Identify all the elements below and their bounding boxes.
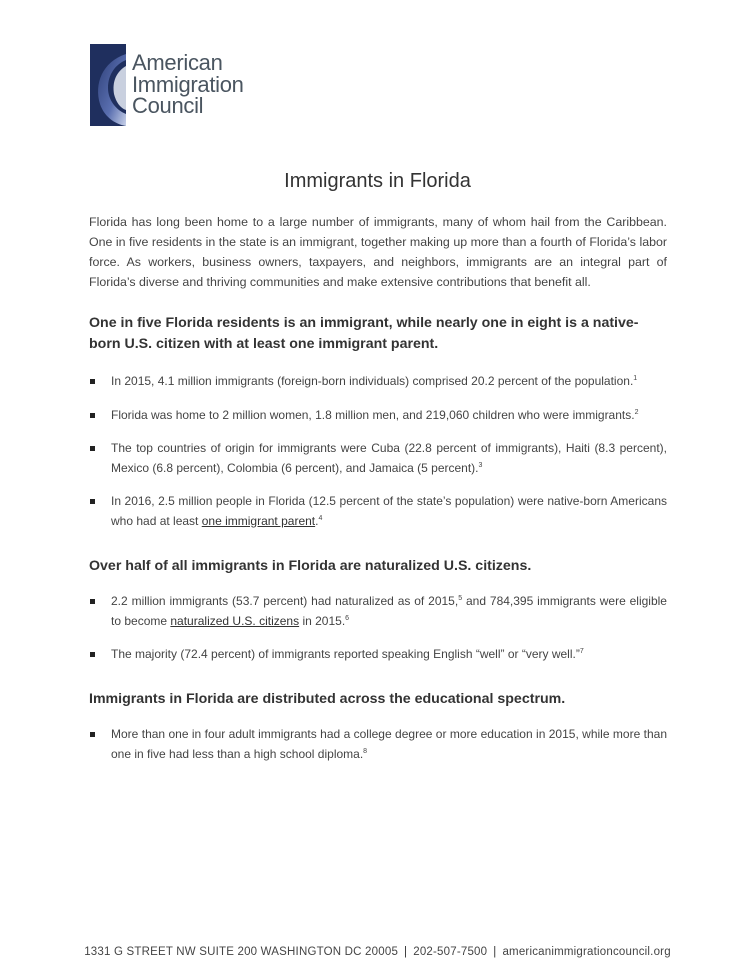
bullet-list <box>89 372 667 531</box>
list-item-text: The majority (72.4 percent) of immigrants reported speaking English “well” or “very well.” <box>111 647 580 661</box>
footnote-marker: 4 <box>318 514 323 522</box>
section-heading: One in five Florida residents is an immigrant, while nearly one in eight is a native-born U.S. citizen with at least one immigrant parent. <box>89 315 639 352</box>
footer-separator: | <box>493 946 497 958</box>
list-item-text: and 784,395 immigrants were eligible to become <box>111 594 667 628</box>
list-item <box>89 439 667 478</box>
list-item <box>89 372 667 392</box>
section-heading: Over half of all immigrants in Florida are naturalized U.S. citizens. <box>89 558 532 574</box>
list-item-text: In 2015, 4.1 million immigrants (foreign-born individuals) comprised 20.2 percent of the population. <box>111 374 634 388</box>
bullet-icon <box>90 499 95 504</box>
logo-mark-icon <box>90 44 126 126</box>
list-item <box>89 592 667 631</box>
logo-wordmark <box>132 52 244 117</box>
footnote-marker: 1 <box>633 375 638 382</box>
footnote-marker: 6 <box>345 614 350 622</box>
list-item <box>89 492 667 531</box>
footer-website: americanimmigrationcouncil.org <box>502 946 671 958</box>
footnote-marker: 7 <box>579 648 584 655</box>
footnote-marker: 3 <box>478 461 483 469</box>
list-item-text: . <box>315 513 319 528</box>
section-population <box>89 313 667 531</box>
bullet-icon <box>90 379 95 384</box>
list-item <box>89 645 667 665</box>
footnote-marker: 2 <box>634 408 639 416</box>
footer-phone: 202-507-7500 <box>413 946 488 958</box>
bullet-list <box>89 592 667 665</box>
bullet-list <box>89 725 667 764</box>
intro-paragraph: Florida has long been home to a large number of immigrants, many of whom hail from the Caribbean. One in five residents in the state is an immigrant, together making up more than a fourth of Florida’s labor force. As workers, business owners, taxpayers, and neighbors, immigrants are an integral part of Florida’s diverse and thriving communities and make extensive contributions that benefit all. <box>89 215 667 289</box>
footnote-marker: 5 <box>458 595 463 602</box>
list-item-text: 2.2 million immigrants (53.7 percent) had naturalized as of 2015, <box>111 594 459 608</box>
section-heading: Immigrants in Florida are distributed across the educational spectrum. <box>89 691 566 707</box>
list-item <box>89 406 667 426</box>
logo-line: Immigration <box>132 71 244 97</box>
list-item-text: The top countries of origin for immigrants were Cuba (22.8 percent of immigrants), Haiti (8.3 percent), Mexico (6.8 percent), Colombia (6 percent), and Jamaica (5 percent). <box>111 441 667 475</box>
bullet-icon <box>90 732 95 737</box>
section-naturalization <box>89 556 667 665</box>
bullet-icon <box>90 599 95 604</box>
page-footer <box>0 946 755 958</box>
footer-address: 1331 G STREET NW SUITE 200 WASHINGTON DC 20005 <box>84 946 399 958</box>
bullet-icon <box>90 652 95 657</box>
logo-line: American <box>132 50 223 75</box>
organization-logo <box>90 44 260 126</box>
list-item-text: in 2015. <box>299 613 346 628</box>
logo-line: Council <box>132 93 204 118</box>
section-education <box>89 689 667 764</box>
bullet-icon <box>90 413 95 418</box>
footnote-marker: 8 <box>363 747 368 755</box>
naturalized-citizens-link[interactable]: naturalized U.S. citizens <box>170 613 300 628</box>
immigrant-parent-link[interactable]: one immigrant parent <box>201 513 316 528</box>
list-item-text: In 2016, 2.5 million people in Florida (12.5 percent of the state’s population) were native-born Americans who had at least <box>111 494 667 528</box>
list-item <box>89 725 667 764</box>
page-title: Immigrants in Florida <box>284 170 471 192</box>
footer-separator: | <box>404 946 408 958</box>
bullet-icon <box>90 446 95 451</box>
list-item-text: Florida was home to 2 million women, 1.8 million men, and 219,060 children who were immigrants. <box>111 407 635 422</box>
list-item-text: More than one in four adult immigrants had a college degree or more education in 2015, while more than one in five had less than a high school diploma. <box>111 727 667 761</box>
